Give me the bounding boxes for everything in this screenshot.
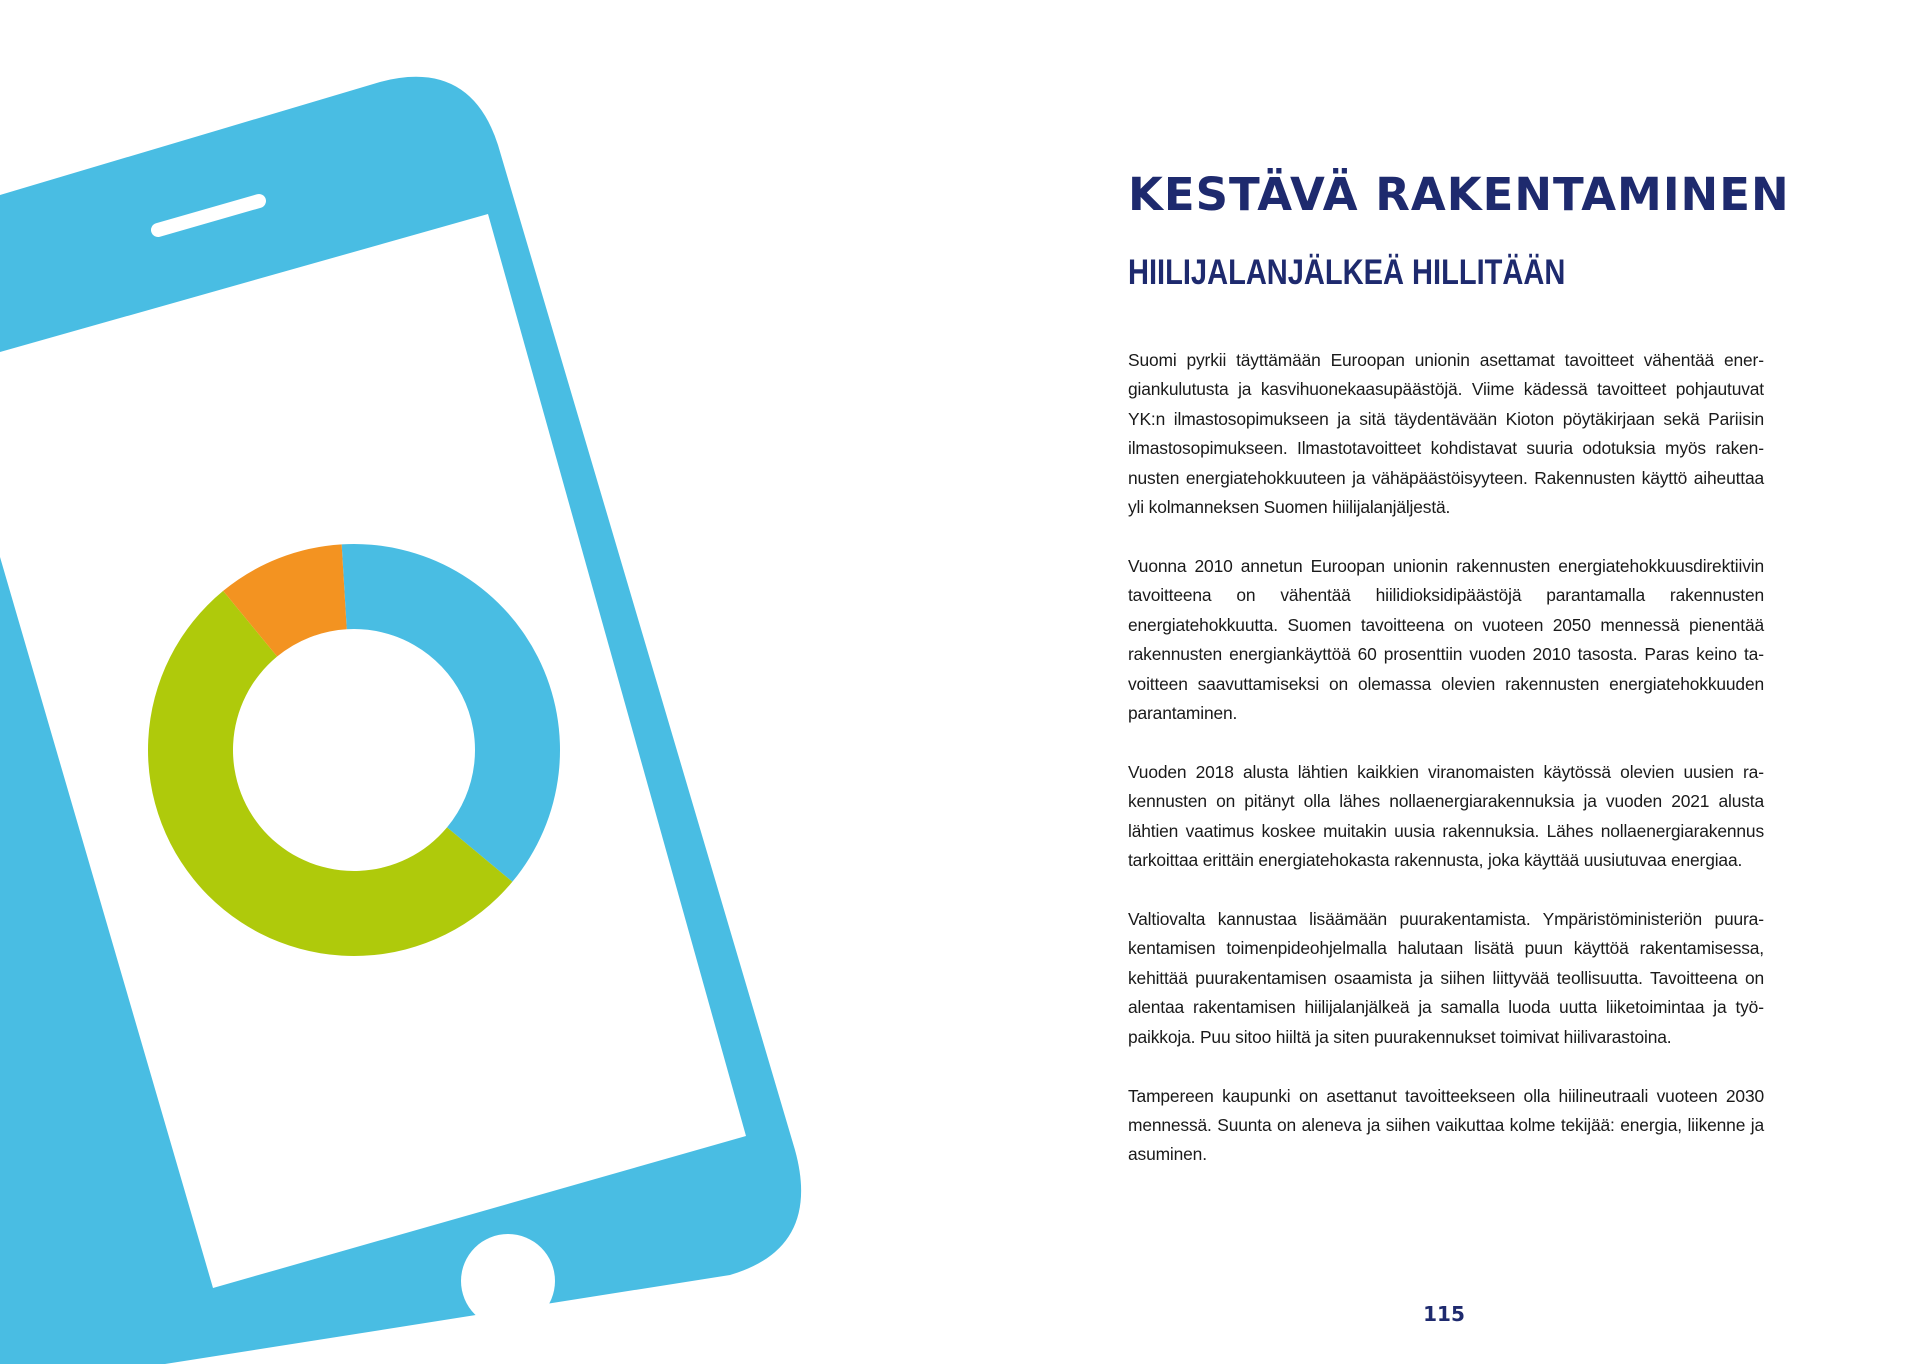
page-title: KESTÄVÄ RAKENTAMINEN [1128,168,1790,221]
paragraph-4: Valtiovalta kannustaa lisäämään puurakentamista. Ympäristöministeriön puurakentamisen toimenpideohjelmalla halutaan lisätä puun käyttöä rakentamisessa, kehittää puurakentamisen osaamista ja siihen liittyvää teollisuutta. Tavoitteena on alentaa rakentamisen hiilijalanjälkeä ja samalla luoda uutta liiketoimintaa ja työpaikkoja. Puu sitoo hiiltä ja siten puurakennukset toimivat hiilivarastoina. [1128,909,1764,1047]
phone-home-button [461,1234,555,1328]
paragraph-5: Tampereen kaupunki on asettanut tavoitteekseen olla hiilineutraali vuoteen 2030 mennessä. Suunta on aleneva ja siihen vaikuttaa kolme tekijää: energia, liikenne ja asuminen. [1128,1085,1764,1165]
paragraph-1: Suomi pyrkii täyttämään Euroopan unionin asettamat tavoitteet vähentää energiankulutusta ja kasvihuonekaasupäästöjä. Viime kädessä tavoitteet pohjautuvat YK:n ilmastosopimukseen ja sitä täydentävään Kioton pöytäkirjaan sekä Pariisin ilmastosopimukseen. Ilmastotavoitteet kohdistavat suuria odotuksia myös rakennusten energiatehokkuuteen ja vähäpäästöisyyteen. Rakennusten käyttö aiheuttaa yli kolmanneksen Suomen hiilijalanjäljestä. [1128,350,1764,518]
page-number: 115 [1423,1302,1465,1326]
article-body [1128,346,1764,1199]
paragraph-2: Vuonna 2010 annetun Euroopan unionin rakennusten energiatehokkuusdirektiivin tavoitteena on vähentää hiilidioksidipäästöjä parantamalla rakennusten energiatehokkuutta. Suomen tavoitteena on vuoteen 2050 mennessä pienentää rakennusten energiankäyttöä 60 prosenttiin vuoden 2010 tasosta. Paras keino tavoitteen saavuttamiseksi on olemassa olevien rakennusten energiatehokkuuden parantaminen. [1128,555,1764,723]
paragraph-3: Vuoden 2018 alusta lähtien kaikkien viranomaisten käytössä olevien uusien rakennusten on pitänyt olla lähes nollaenergiarakennuksia ja vuoden 2021 alusta lähtien vaatimus koskee muitakin uusia rakennuksia. Lähes nollaenergiarakennus tarkoittaa erittäin energiatehokasta rakennusta, joka käyttää uusiutuvaa energiaa. [1128,761,1764,871]
smartphone-illustration [0,0,820,1364]
page-subtitle: HIILIJALANJÄLKEÄ HILLITÄÄN [1128,253,1566,292]
smartphone-icon [0,0,820,1364]
